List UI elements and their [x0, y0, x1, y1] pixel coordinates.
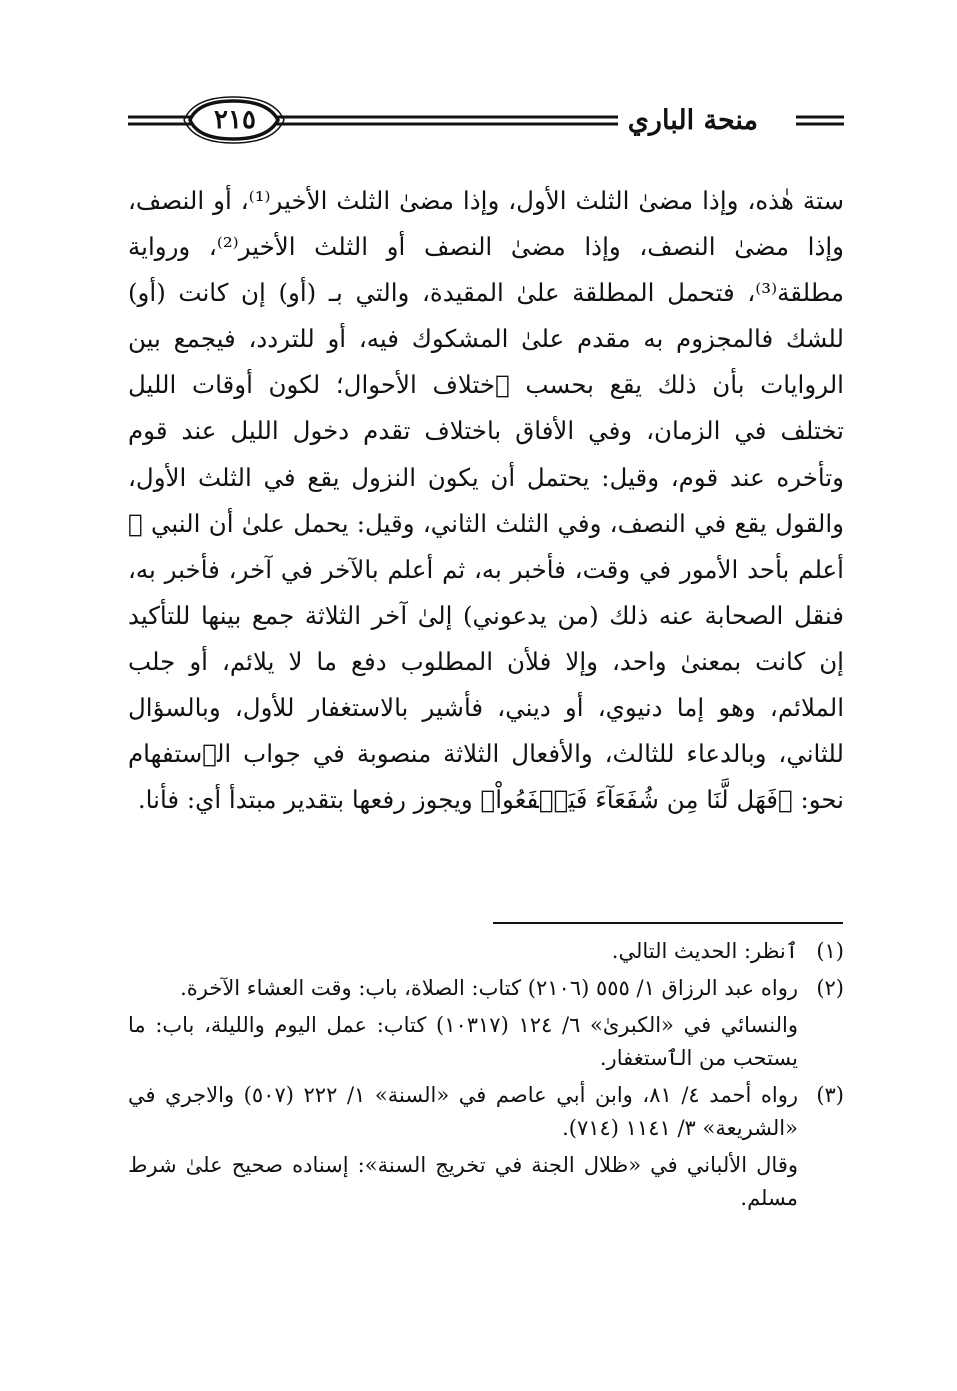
footnote-number: (١)	[816, 939, 844, 963]
footnote-text: ٱنظر: الحديث التالي.	[611, 939, 798, 963]
page-number: ٢١٥	[214, 105, 256, 135]
footnote-2-continuation: والنسائي في «الكبرىٰ» ٦/ ١٢٤ (١٠٣١٧) كتاب: عمل اليوم والليلة، باب: ما يستحب من الٱستغفار.	[128, 1013, 798, 1070]
footnote-separator	[493, 922, 843, 924]
footnote-number: (٢)	[816, 976, 844, 1000]
footnote-3-continuation: وقال الألباني في «ظلال الجنة في تخريج السنة»: إسناده صحيح علىٰ شرط مسلم.	[128, 1153, 798, 1210]
page-header	[128, 95, 844, 151]
footnote-3	[128, 1079, 844, 1145]
footnote-text: رواه أحمد ٤/ ٨١، وابن أبي عاصم في «السنة» ١/ ٢٢٢ (٥٠٧) والاجري في «الشريعة» ٣/ ١١٤١ (٧١٤).	[128, 1083, 798, 1140]
footnote-text: رواه عبد الرزاق ١/ ٥٥٥ (٢١٠٦) كتاب: الصلاة، باب: وقت العشاء الآخرة.	[180, 976, 798, 1000]
footnote-1	[128, 935, 844, 968]
footnote-2	[128, 972, 844, 1005]
footnotes	[128, 935, 844, 1219]
main-text	[128, 178, 844, 823]
footnote-number: (٣)	[816, 1083, 844, 1107]
book-title: منحة الباري	[618, 103, 768, 139]
main-paragraph: ستة هٰذه، وإذا مضىٰ الثلث الأول، وإذا مضىٰ الثلث الأخير⁽¹⁾، أو النصف، وإذا مضىٰ النصف، وإذا مضىٰ النصف أو الثلث الأخير⁽²⁾، ورواية مطلقة⁽³⁾، فتحمل المطلقة علىٰ المقيدة، والتي بـ (أو) إن كانت (أو) للشك فالمجزوم به مقدم علىٰ المشكوك فيه، أو للتردد، فيجمع بين الروايات بأن ذلك يقع بحسب ٱختلاف الأحوال؛ لكون أوقات الليل تختلف في الزمان، وفي الأفاق باختلاف تقدم دخول الليل عند قوم وتأخره عند قوم، وقيل: يحتمل أن يكون النزول يقع في الثلث الأول، والقول يقع في النصف، وفي الثلث الثاني، وقيل: يحمل علىٰ أن النبي ﷺ أعلم بأحد الأمور في وقت، فأخبر به، ثم أعلم بالآخر في آخر، فأخبر به، فنقل الصحابة عنه ذلك (من يدعوني) إلىٰ آخر الثلاثة جمع بينها للتأكيد إن كانت بمعنىٰ واحد، وإلا فلأن المطلوب دفع ما لا يلائم، أو جلب الملائم، وهو إما دنيوي، أو ديني، فأشير بالاستغفار للأول، وبالسؤال للثاني، وبالدعاء للثالث، والأفعال الثلاثة منصوبة في جواب الٱستفهام نحو: ﴿فَهَل لَّنَا مِن شُفَعَآءَ فَيَشۡفَعُواْ﴾ ويجوز رفعها بتقدير مبتدأ أي: فأنا.	[128, 186, 844, 815]
